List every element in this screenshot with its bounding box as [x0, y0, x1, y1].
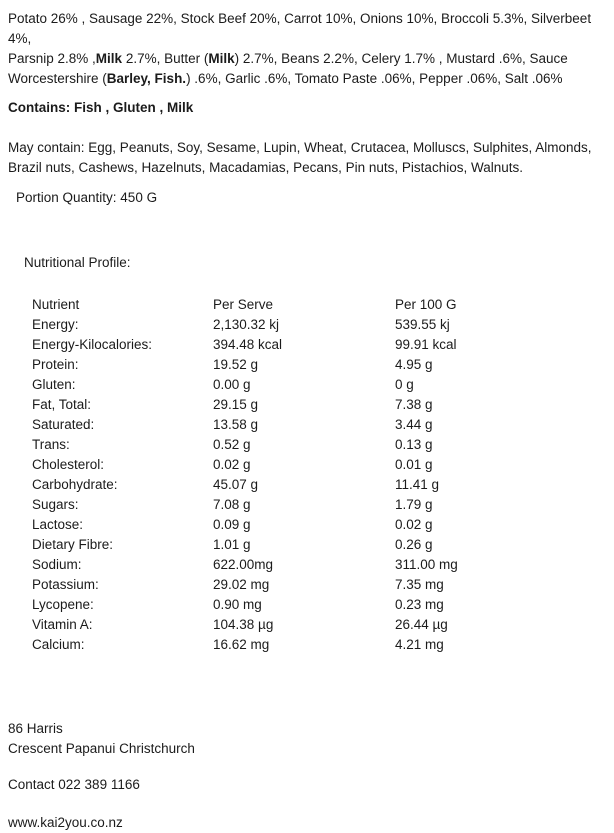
- nutrient-label: Saturated:: [32, 417, 95, 432]
- table-row: [32, 635, 585, 655]
- nutrient-per-serve-value: 29.02 mg: [213, 577, 270, 592]
- nutrient-per-100g-value: 311.00 mg: [395, 557, 458, 572]
- contains-statement: Contains: Fish , Gluten , Milk: [8, 100, 194, 115]
- allergen-barley-fish: Barley, Fish.: [106, 71, 187, 86]
- allergen-milk: Milk: [95, 51, 123, 66]
- nutrient-per-100g-value: 0 g: [395, 377, 414, 392]
- table-row: [32, 535, 585, 555]
- address-block: [8, 719, 606, 759]
- nutrient-per-100g-value: 539.55 kj: [395, 317, 450, 332]
- website-url: www.kai2you.co.nz: [8, 815, 123, 830]
- nutritional-profile-title: Nutritional Profile:: [24, 255, 131, 270]
- nutrient-label: Sodium:: [32, 557, 82, 572]
- nutrient-label: Protein:: [32, 357, 79, 372]
- nutrient-per-100g-value: 7.38 g: [395, 397, 433, 412]
- ingredients-paragraph: [8, 9, 606, 89]
- contact-phone: Contact 022 389 1166: [8, 777, 140, 792]
- nutrient-per-100g-value: 0.02 g: [395, 517, 433, 532]
- table-row: [32, 395, 585, 415]
- table-row: [32, 475, 585, 495]
- nutrient-label: Vitamin A:: [32, 617, 93, 632]
- table-row: [32, 615, 585, 635]
- table-row: [32, 355, 585, 375]
- nutrient-label: Energy-Kilocalories:: [32, 337, 153, 352]
- ingredients-line-3: [8, 69, 606, 89]
- nutrient-per-serve-value: 29.15 g: [213, 397, 259, 412]
- nutrient-per-serve-value: 16.62 mg: [213, 637, 270, 652]
- nutrient-per-serve-value: 0.90 mg: [213, 597, 262, 612]
- nutrient-label: Dietary Fibre:: [32, 537, 114, 552]
- nutrient-per-100g-value: 4.95 g: [395, 357, 433, 372]
- table-row: [32, 415, 585, 435]
- nutrient-per-100g-value: 0.01 g: [395, 457, 433, 472]
- table-row: [32, 495, 585, 515]
- nutrient-label: Carbohydrate:: [32, 477, 118, 492]
- nutrient-label: Sugars:: [32, 497, 79, 512]
- portion-quantity: Portion Quantity: 450 G: [16, 190, 158, 205]
- nutrient-label: Trans:: [32, 437, 70, 452]
- nutrient-per-100g-value: 99.91 kcal: [395, 337, 457, 352]
- nutrient-per-100g-value: 1.79 g: [395, 497, 433, 512]
- nutrient-per-serve-value: 13.58 g: [213, 417, 259, 432]
- table-row: [32, 595, 585, 615]
- nutrient-label: Fat, Total:: [32, 397, 92, 412]
- nutrient-per-100g-value: 11.41 g: [395, 477, 440, 492]
- may-contain-line-2: Brazil nuts, Cashews, Hazelnuts, Macadamias, Pecans, Pin nuts, Pistachios, Walnuts.: [8, 160, 523, 175]
- ingredient-text: ) .6%, Garlic .6%, Tomato Paste .06%, Pepper .06%, Salt .06%: [186, 71, 563, 86]
- nutrient-per-serve-value: 622.00mg: [213, 557, 274, 572]
- ingredients-line-2: [8, 49, 606, 69]
- table-row: [32, 435, 585, 455]
- nutrient-label: Energy:: [32, 317, 79, 332]
- nutrient-per-serve-value: 19.52 g: [213, 357, 259, 372]
- nutrient-per-100g-value: 7.35 mg: [395, 577, 444, 592]
- table-row: [32, 375, 585, 395]
- nutrient-per-100g-value: 0.26 g: [395, 537, 433, 552]
- ingredient-text: Potato 26% , Sausage 22%, Stock Beef 20%, Carrot 10%, Onions 10%, Broccoli 5.3%, Silverbeet 4%,: [8, 11, 595, 46]
- nutrient-per-100g-value: 4.21 mg: [395, 637, 444, 652]
- nutrient-label: Lactose:: [32, 517, 84, 532]
- nutrient-per-serve-value: 7.08 g: [213, 497, 251, 512]
- nutrient-label: Cholesterol:: [32, 457, 105, 472]
- nutrient-per-serve-value: 0.52 g: [213, 437, 251, 452]
- nutrient-per-100g-value: 3.44 g: [395, 417, 433, 432]
- ingredient-text: ) 2.7%, Beans 2.2%, Celery 1.7% , Mustard .6%, Sauce: [234, 51, 568, 66]
- nutrient-per-100g-value: 0.23 mg: [395, 597, 444, 612]
- ingredient-text: Parsnip 2.8% ,: [8, 51, 96, 66]
- table-row: [32, 455, 585, 475]
- nutrition-table: [32, 295, 585, 655]
- nutrient-per-serve-value: 394.48 kcal: [213, 337, 283, 352]
- ingredients-line-1: [8, 9, 606, 49]
- nutrient-per-serve-value: 2,130.32 kj: [213, 317, 280, 332]
- address-line-2: Crescent Papanui Christchurch: [8, 741, 195, 756]
- table-row: [32, 575, 585, 595]
- may-contain-line-1: May contain: Egg, Peanuts, Soy, Sesame, Lupin, Wheat, Crutacea, Molluscs, Sulphites, Almonds,: [8, 140, 592, 155]
- ingredient-text: Worcestershire (: [8, 71, 107, 86]
- nutrient-per-100g-value: 26.44 µg: [395, 617, 448, 632]
- table-row: [32, 515, 585, 535]
- nutrition-table-body: [32, 315, 585, 655]
- nutrient-per-serve-value: 0.00 g: [213, 377, 251, 392]
- nutrient-per-serve-value: 0.09 g: [213, 517, 251, 532]
- column-header-per-serve: Per Serve: [213, 297, 274, 312]
- nutrient-per-serve-value: 104.38 µg: [213, 617, 274, 632]
- nutrient-label: Potassium:: [32, 577, 99, 592]
- table-row: [32, 315, 585, 335]
- allergen-milk: Milk: [208, 51, 235, 66]
- may-contain-paragraph: [8, 138, 606, 178]
- column-header-nutrient: Nutrient: [32, 297, 80, 312]
- nutrient-per-100g-value: 0.13 g: [395, 437, 433, 452]
- nutrient-label: Calcium:: [32, 637, 85, 652]
- address-line-1: 86 Harris: [8, 721, 63, 736]
- nutrition-table-header-row: [32, 295, 585, 315]
- nutrient-label: Gluten:: [32, 377, 76, 392]
- nutrient-per-serve-value: 45.07 g: [213, 477, 259, 492]
- nutrient-per-serve-value: 1.01 g: [213, 537, 251, 552]
- table-row: [32, 335, 585, 355]
- column-header-per-100g: Per 100 G: [395, 297, 457, 312]
- ingredient-text: 2.7%, Butter (: [122, 51, 209, 66]
- table-row: [32, 555, 585, 575]
- nutrient-label: Lycopene:: [32, 597, 94, 612]
- nutrient-per-serve-value: 0.02 g: [213, 457, 251, 472]
